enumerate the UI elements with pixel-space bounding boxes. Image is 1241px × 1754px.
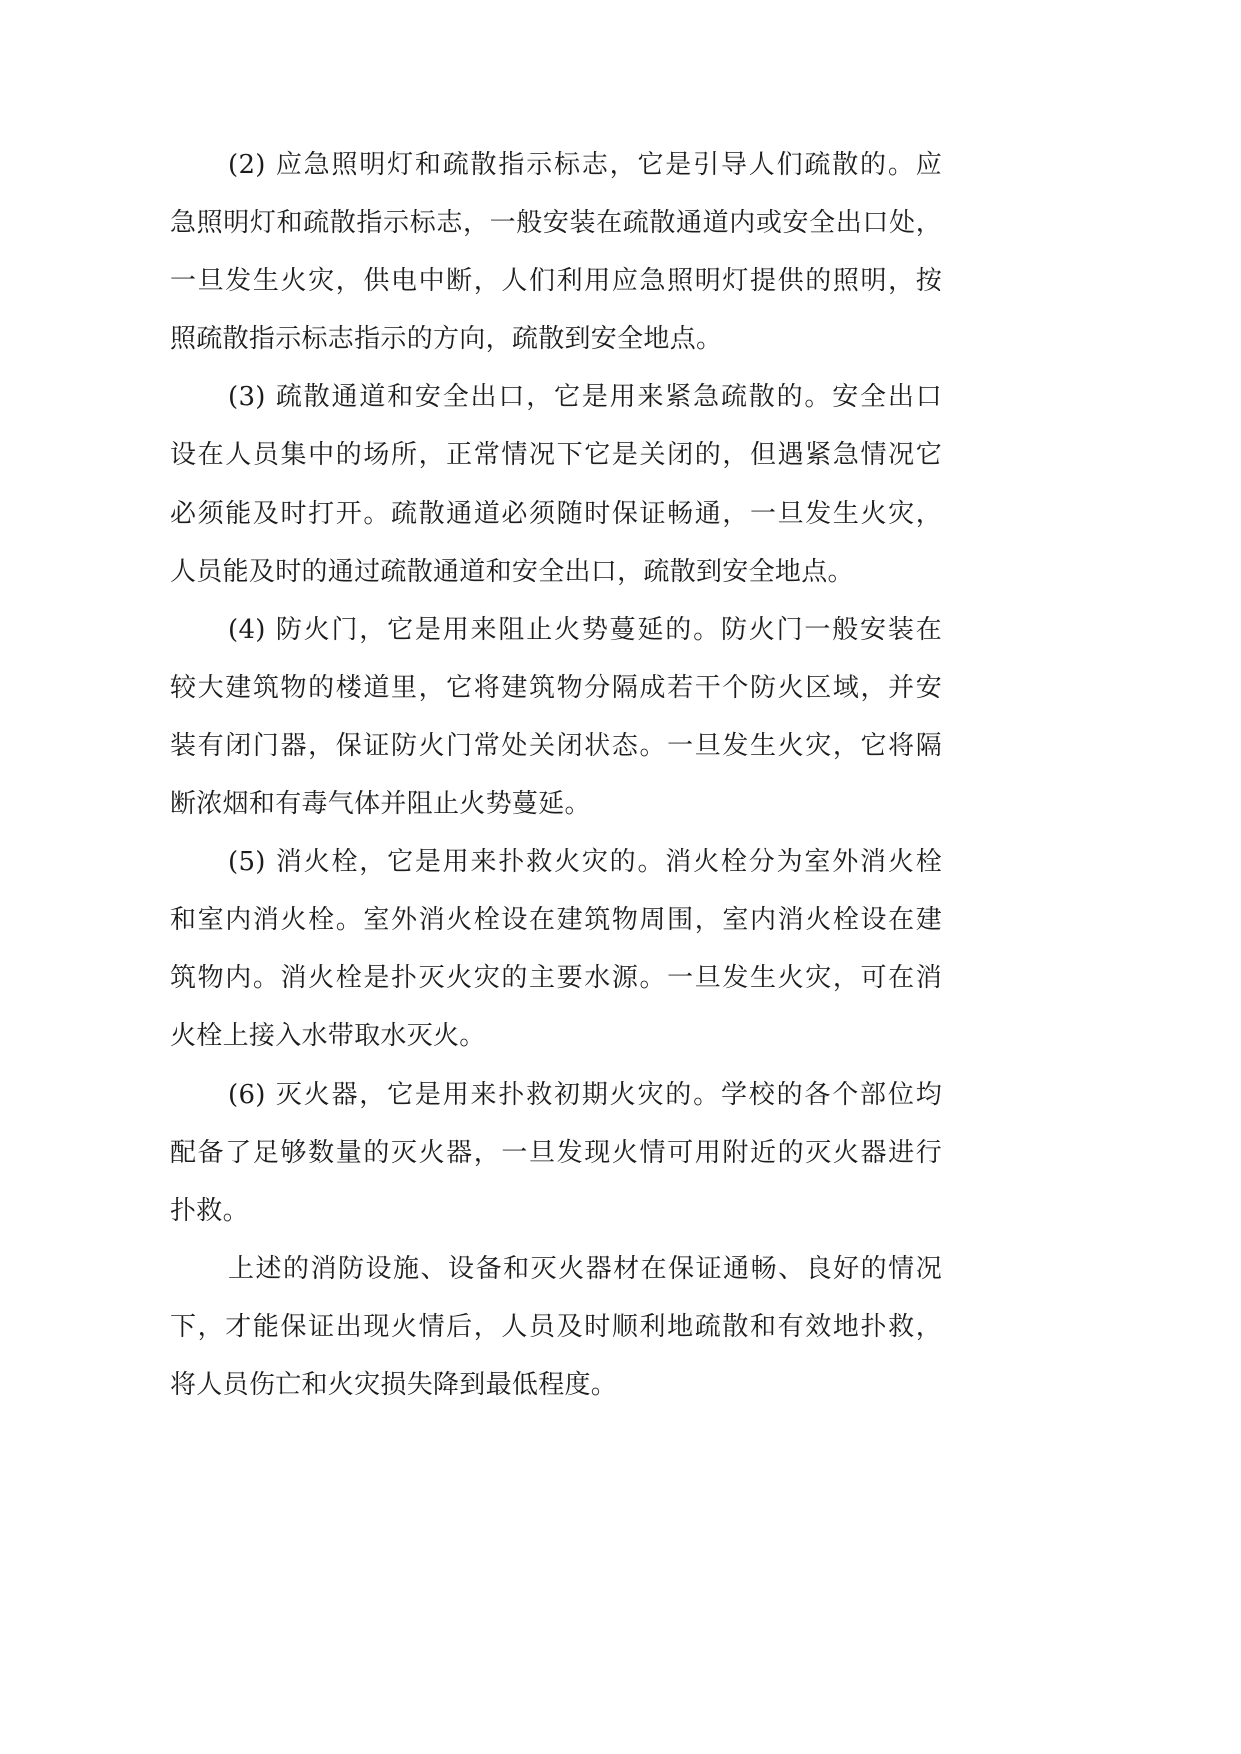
text-line: 人员能及时的通过疏散通道和安全出口，疏散到安全地点。: [170, 556, 854, 587]
text-line: 上述的消防设施、设备和灭火器材在保证通畅、良好的情况: [228, 1253, 942, 1284]
text-line: 必须能及时打开。疏散通道必须随时保证畅通，一旦发生火灾，: [170, 498, 942, 529]
text-line: 配备了足够数量的灭火器，一旦发现火情可用附近的灭火器进行: [170, 1137, 942, 1168]
text-line: 火栓上接入水带取水灭火。: [170, 1021, 486, 1052]
text-line: 和室内消火栓。室外消火栓设在建筑物周围，室内消火栓设在建: [170, 905, 942, 936]
text-line: (3) 疏散通道和安全出口，它是用来紧急疏散的。安全出口: [228, 382, 942, 413]
text-line: 急照明灯和疏散指示标志，一般安装在疏散通道内或安全出口处，: [170, 208, 942, 239]
text-line: 将人员伤亡和火灾损失降到最低程度。: [170, 1369, 618, 1400]
text-line: 扑救。: [170, 1195, 249, 1226]
text-line: (6) 灭火器，它是用来扑救初期火灾的。学校的各个部位均: [228, 1079, 942, 1110]
text-line: 断浓烟和有毒气体并阻止火势蔓延。: [170, 789, 591, 820]
text-line: 筑物内。消火栓是扑灭火灾的主要水源。一旦发生火灾，可在消: [170, 963, 942, 994]
text-line: 下，才能保证出现火情后，人员及时顺利地疏散和有效地扑救，: [170, 1311, 942, 1342]
text-line: (4) 防火门，它是用来阻止火势蔓延的。防火门一般安装在: [228, 614, 942, 645]
text-line: (5) 消火栓，它是用来扑救火灾的。消火栓分为室外消火栓: [228, 847, 942, 878]
text-line: 设在人员集中的场所，正常情况下它是关闭的，但遇紧急情况它: [170, 440, 942, 471]
text-line: 较大建筑物的楼道里，它将建筑物分隔成若干个防火区域，并安: [170, 672, 942, 703]
paragraph-summary: [170, 1240, 942, 1414]
paragraph-emergency-lighting: [170, 136, 942, 368]
text-line: 一旦发生火灾，供电中断，人们利用应急照明灯提供的照明，按: [170, 266, 942, 297]
paragraph-fire-doors: [170, 601, 942, 833]
text-line: 照疏散指示标志指示的方向，疏散到安全地点。: [170, 324, 723, 355]
document-page: [170, 136, 942, 1414]
paragraph-hydrants: [170, 833, 942, 1065]
text-line: 装有闭门器，保证防火门常处关闭状态。一旦发生火灾，它将隔: [170, 730, 942, 761]
paragraph-evacuation-exits: [170, 368, 942, 600]
paragraph-extinguishers: [170, 1066, 942, 1240]
text-line: (2) 应急照明灯和疏散指示标志，它是引导人们疏散的。应: [228, 150, 942, 180]
